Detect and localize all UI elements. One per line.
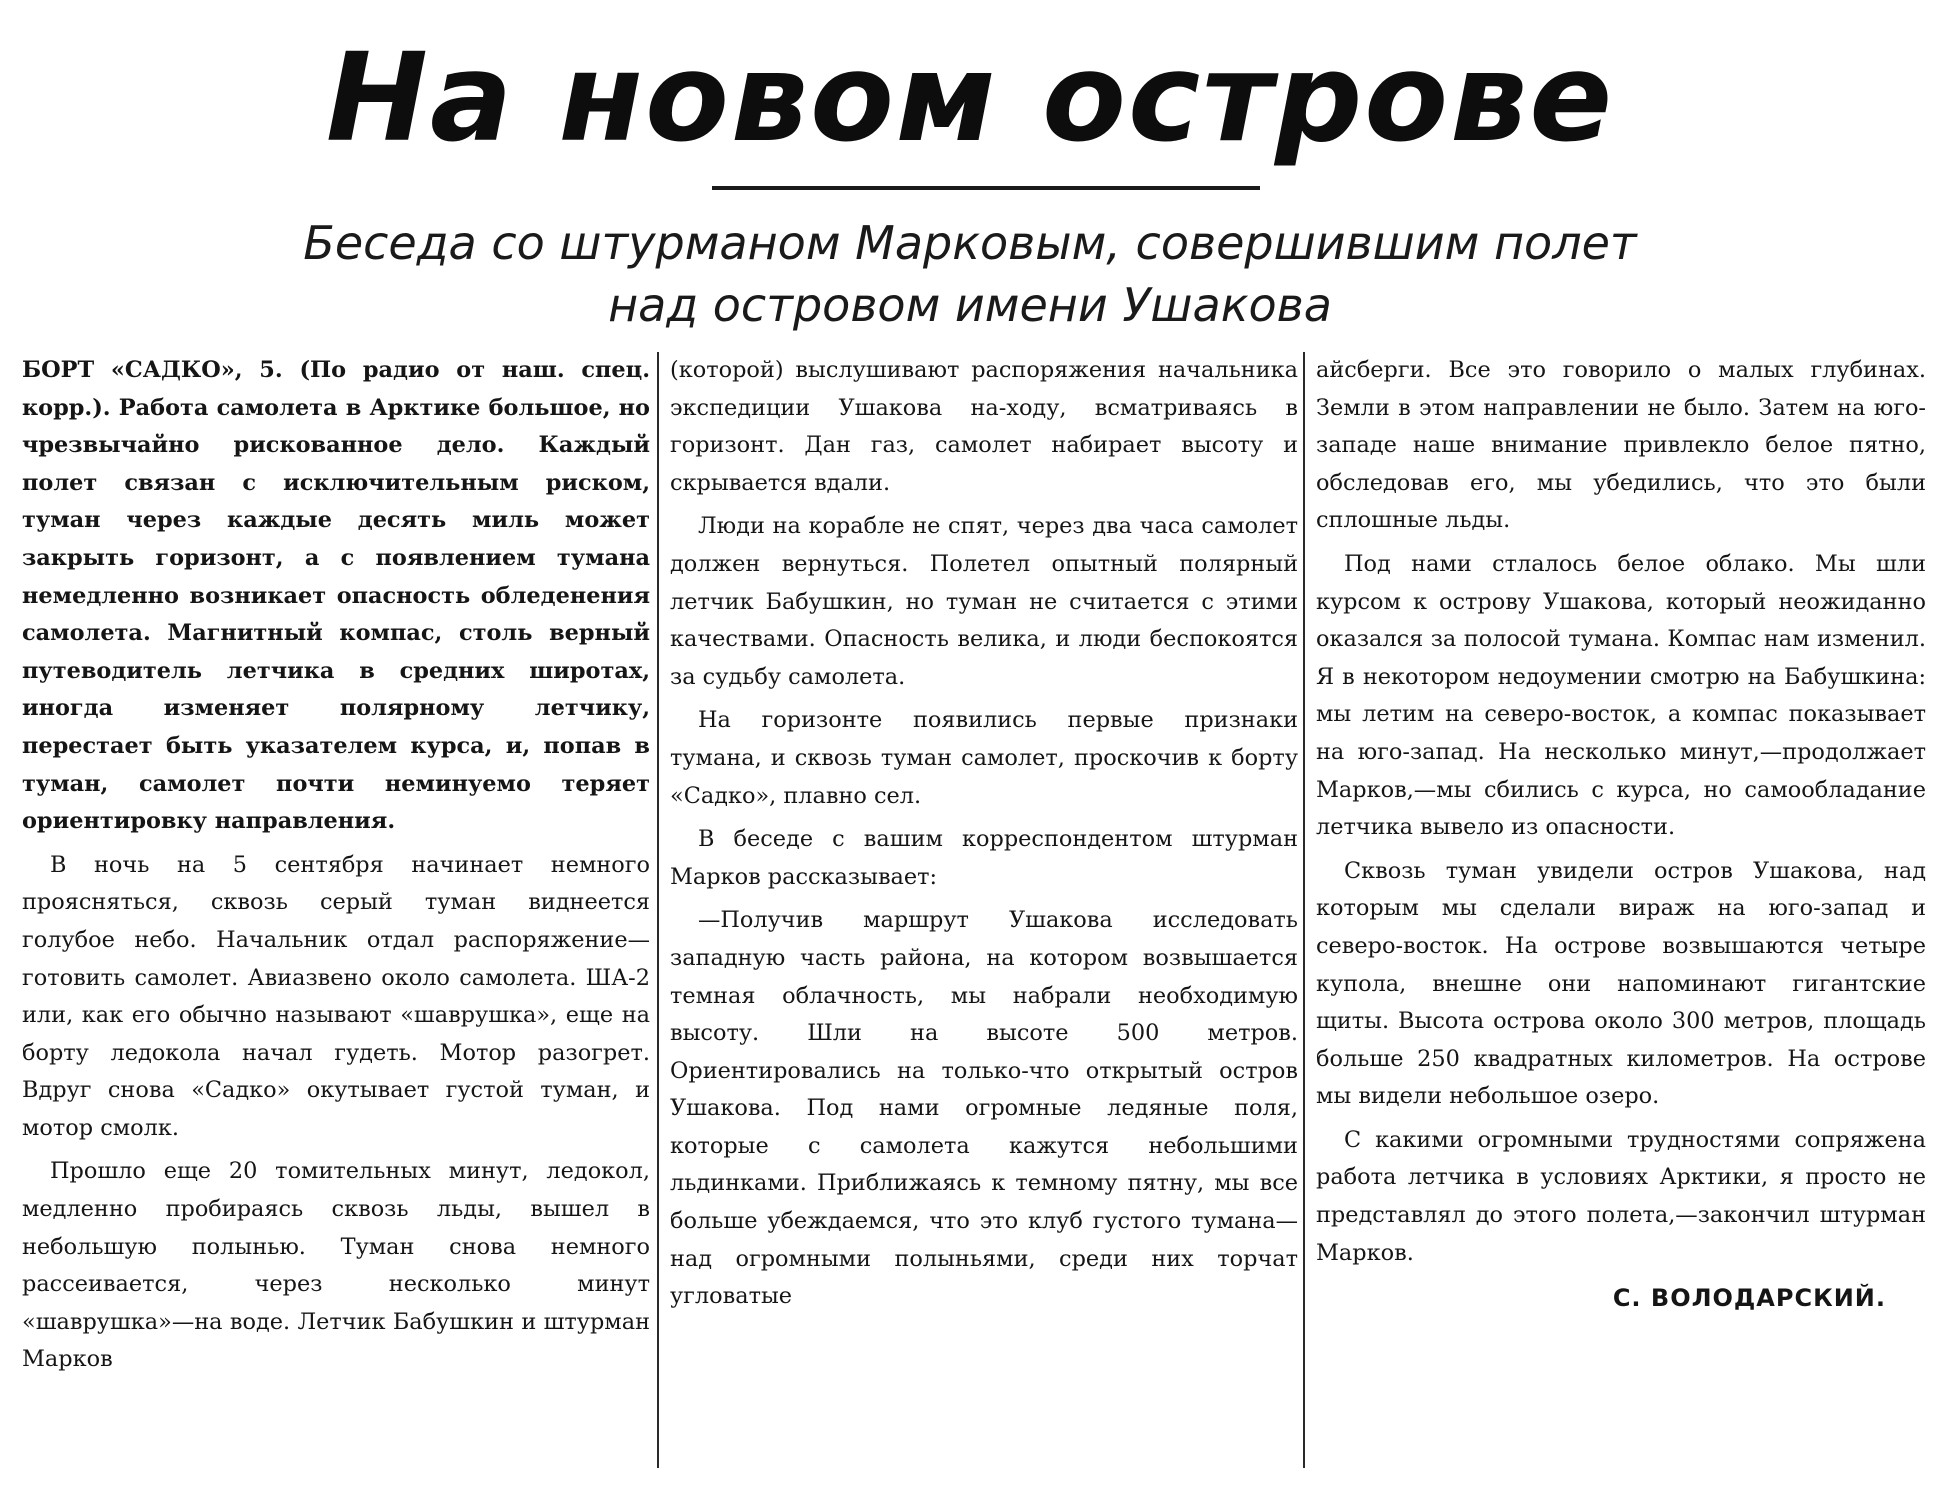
paragraph: БОРТ «САДКО», 5. (По радио от наш. спец. корр.). Работа самолета в Арктике большое, но чрезвычайно рискованное дело. Каждый полет связан с исключительным риском, туман через каждые десять миль может закрыть горизонт, а с появлением тумана немедленно возникает опасность обледенения самолета. Магнитный компас, столь верный путеводитель летчика в средних широтах, иногда изменяет полярному летчику, перестает быть указателем курса, и, попав в туман, самолет почти неминуемо теряет ориентировку направления.	[22, 357, 650, 835]
article-column-1	[22, 352, 650, 1468]
paragraph: Люди на корабле не спят, через два часа самолет должен вернуться. Полетел опытный полярный летчик Бабушкин, но туман не считается с этими качествами. Опасность велика, и люди беспокоятся за судьбу самолета.	[670, 513, 1298, 690]
column-divider	[1303, 352, 1305, 1468]
article-column-3	[1316, 352, 1926, 1468]
paragraph: В ночь на 5 сентября начинает немного проясняться, сквозь серый туман виднеется голубое небо. Начальник отдал распоряжение—готовить самолет. Авиазвено около самолета. ША-2 или, как его обычно называют «шаврушка», еще на борту ледокола начал гудеть. Мотор разогрет. Вдруг снова «Садко» окутывает густой туман, и мотор смолк.	[22, 851, 650, 1141]
headline: На новом острове	[325, 27, 1615, 169]
paragraph: В беседе с вашим корреспондентом штурман Марков рассказывает:	[670, 826, 1298, 890]
headline-rule	[712, 186, 1260, 190]
column-divider	[657, 352, 659, 1468]
subheadline	[0, 212, 1940, 336]
paragraph: Прошло еще 20 томительных минут, ледокол, медленно пробираясь сквозь льды, вышел в небольшую полынью. Туман снова немного рассеивается, через несколько минут «шаврушка»—на воде. Летчик Бабушкин и штурман Марков	[22, 1158, 650, 1373]
article-column-2	[670, 352, 1298, 1468]
paragraph: (которой) выслушивают распоряжения начальника экспедиции Ушакова на-ходу, всматриваясь в горизонт. Дан газ, самолет набирает высоту и скрывается вдали.	[670, 357, 1298, 496]
paragraph: Под нами стлалось белое облако. Мы шли курсом к острову Ушакова, который неожиданно оказался за полосой тумана. Компас нам изменил. Я в некотором недоумении смотрю на Бабушкина: мы летим на северо-восток, а компас показывает на юго-запад. На несколько минут,—продолжает Марков,—мы сбились с курса, но самообладание летчика вывело из опасности.	[1316, 550, 1926, 841]
paragraph: На горизонте появились первые признаки тумана, и сквозь туман самолет, проскочив к борту «Садко», плавно сел.	[670, 707, 1298, 809]
paragraph: Сквозь туман увидели остров Ушакова, над которым мы сделали вираж на юго-запад и северо-восток. На острове возвышаются четыре купола, внешне они напоминают гигантские щиты. Высота острова около 300 метров, площадь больше 250 квадратных километров. На острове мы видели небольшое озеро.	[1316, 857, 1926, 1110]
paragraph: С какими огромными трудностями сопряжена работа летчика в условиях Арктики, я просто не представлял до этого полета,—закончил штурман Марков.	[1316, 1126, 1926, 1266]
paragraph: —Получив маршрут Ушакова исследовать западную часть района, на котором возвышается темная облачность, мы набрали необходимую высоту. Шли на высоте 500 метров. Ориентировались на только-что открытый остров Ушакова. Под нами огромные ледяные поля, которые с самолета кажутся небольшими льдинками. Приближаясь к темному пятну, мы все больше убеждаемся, что это клуб густого тумана—над огромными полыньями, среди них торчат угловатые	[670, 907, 1298, 1310]
subheadline-line-1: Беседа со штурманом Марковым, совершившим полет	[303, 216, 1637, 270]
author-signature: С. ВОЛОДАРСКИЙ.	[1612, 1284, 1886, 1313]
subheadline-line-2: над островом имени Ушакова	[608, 278, 1332, 332]
paragraph: айсберги. Все это говорило о малых глубинах. Земли в этом направлении не было. Затем на юго-западе наше внимание привлекло белое пятно, обследовав его, мы убедились, что это были сплошные льды.	[1316, 357, 1926, 534]
